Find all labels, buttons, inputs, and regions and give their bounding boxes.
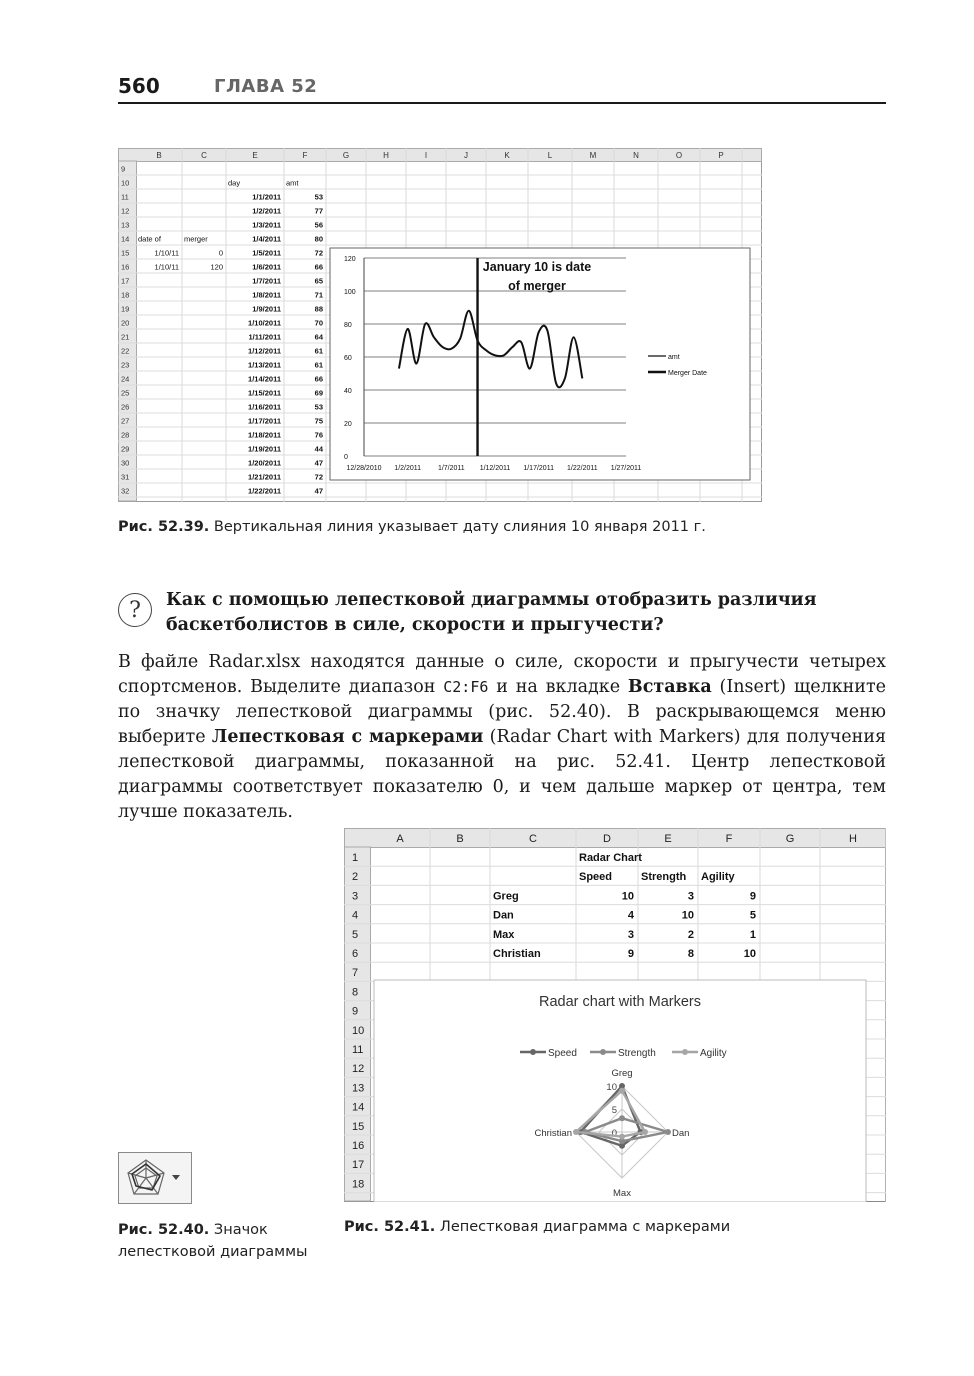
cell-c16: 120 [210, 262, 223, 272]
legend-label-strength: Strength [618, 1048, 656, 1059]
row-number-10: 10 [352, 1024, 365, 1037]
radar-axis-label: Christian [534, 1128, 572, 1139]
column-header-L: L [547, 151, 553, 160]
series-strength-marker [665, 1129, 671, 1135]
row-number-15: 15 [121, 248, 130, 258]
cell-amt: 66 [314, 374, 323, 384]
figure-52-39-spreadsheet [118, 148, 762, 502]
row-number-24: 24 [121, 374, 130, 384]
row-number-12: 12 [121, 206, 130, 216]
column-header-E: E [252, 151, 258, 160]
player-value: 5 [749, 909, 756, 922]
y-tick-label: 0 [344, 454, 348, 461]
radar-axis-label: Greg [611, 1068, 633, 1079]
x-tick-label: 1/17/2011 [523, 465, 554, 472]
cell-day: 1/16/2011 [248, 402, 281, 412]
cell-day: 1/14/2011 [248, 374, 281, 384]
merger-line-chart [330, 248, 750, 480]
cell-amt: 76 [314, 430, 323, 440]
cell-day: 1/11/2011 [248, 332, 281, 342]
series-strength-marker [619, 1115, 625, 1121]
cell-amt: 53 [314, 192, 323, 202]
y-tick-label: 120 [344, 256, 356, 263]
cell-day-header: day [228, 178, 241, 188]
table-title: Radar Chart [579, 852, 642, 864]
caption-text: Вертикальная линия указывает дату слияния 10 января 2011 г. [209, 519, 706, 535]
caption-label: Рис. 52.41. [344, 1219, 436, 1235]
cell-amt: 61 [314, 360, 323, 370]
cell-amt: 56 [314, 220, 323, 230]
radar-chart [374, 980, 866, 1202]
cell-amt: 69 [314, 388, 323, 398]
legend-merger-label: Merger Date [668, 370, 707, 377]
column-header-cell: Strength [641, 871, 687, 884]
x-tick-label: 1/22/2011 [567, 465, 598, 472]
cell-day: 1/5/2011 [252, 248, 281, 258]
column-header-H: H [849, 833, 857, 845]
cell-amt: 47 [314, 486, 323, 496]
cell-day: 1/8/2011 [252, 290, 281, 300]
column-header-P: P [718, 151, 724, 160]
figure-52-39-caption [118, 519, 818, 535]
cell-amt: 70 [314, 318, 323, 328]
column-header-C: C [529, 833, 537, 845]
cell-day: 1/9/2011 [252, 304, 281, 314]
row-number-27: 27 [121, 416, 130, 426]
row-number-16: 16 [352, 1140, 365, 1152]
cell-amt: 77 [314, 206, 323, 216]
player-value: 9 [749, 890, 756, 903]
player-name: Max [493, 928, 515, 941]
cell-amt: 80 [314, 234, 323, 244]
cell-day: 1/7/2011 [252, 276, 281, 286]
cell-b14: date of [138, 234, 161, 244]
player-name: Greg [493, 890, 519, 903]
para-text-1: В файле Radar.xlsx находятся данные о силе, скорости и прыгучести четырех спортсменов. Выделите диапазон [118, 652, 886, 697]
column-header-F: F [725, 833, 733, 845]
cell-amt: 75 [314, 416, 323, 426]
row-number-22: 22 [121, 346, 130, 356]
legend-label-speed: Speed [548, 1048, 577, 1059]
row-number-3: 3 [352, 890, 359, 903]
cell-amt: 72 [314, 248, 323, 258]
row-number-15: 15 [352, 1120, 365, 1133]
cell-day: 1/18/2011 [248, 430, 281, 440]
column-header-F: F [302, 151, 308, 160]
column-header-J: J [464, 151, 468, 160]
column-header-bar [119, 149, 762, 162]
radar-tick-label: 5 [611, 1105, 617, 1116]
row-number-18: 18 [121, 290, 130, 300]
column-header-N: N [633, 151, 639, 160]
y-tick-label: 20 [344, 421, 352, 428]
row-number-4: 4 [352, 909, 359, 922]
row-number-8: 8 [352, 986, 359, 999]
insert-tab-name: Вставка [627, 677, 712, 697]
row-number-28: 28 [121, 430, 130, 440]
cell-amt: 71 [314, 290, 323, 300]
x-tick-label: 1/27/2011 [610, 465, 642, 472]
column-header-C: C [201, 151, 207, 160]
row-number-30: 30 [121, 458, 130, 468]
cell-day: 1/3/2011 [252, 220, 281, 230]
row-number-16: 16 [121, 262, 130, 272]
x-tick-label: 12/28/2010 [346, 465, 382, 472]
cell-day: 1/4/2011 [252, 234, 281, 244]
player-value: 10 [621, 890, 634, 903]
radar-tick-label: 0 [611, 1128, 617, 1139]
page-number: 560 [118, 74, 160, 98]
column-header-I: I [424, 151, 428, 160]
player-name: Dan [493, 909, 514, 922]
caption-text: Значок лепестковой диаграммы [118, 1222, 308, 1260]
cell-day: 1/17/2011 [248, 416, 281, 426]
radar-menu-item-name: Лепестковая с маркерами [211, 727, 484, 747]
player-value: 3 [627, 928, 634, 941]
cell-amt: 65 [314, 276, 323, 286]
chart-title: January 10 is date [482, 260, 592, 274]
row-number-2: 2 [352, 871, 359, 884]
row-number-23: 23 [121, 360, 130, 370]
chart-title: of merger [508, 279, 566, 293]
row-number-5: 5 [352, 928, 359, 941]
row-number-6: 6 [352, 948, 359, 960]
row-number-26: 26 [121, 402, 130, 412]
column-header-O: O [675, 151, 683, 160]
row-number-17: 17 [352, 1159, 365, 1172]
x-tick-label: 1/2/2011 [394, 465, 422, 472]
column-header-cell: Agility [701, 871, 735, 884]
column-header-cell: Speed [579, 871, 613, 884]
cell-day: 1/22/2011 [248, 486, 281, 496]
column-header-B: B [156, 151, 162, 160]
figure-52-41-spreadsheet [344, 828, 886, 1202]
row-number-32: 32 [121, 486, 130, 496]
column-header-A: A [396, 833, 404, 845]
row-number-17: 17 [121, 276, 130, 286]
series-agility-marker [619, 1088, 625, 1094]
column-header-G: G [342, 151, 350, 160]
cell-amt: 47 [314, 458, 323, 468]
column-header-D: D [603, 833, 611, 845]
cell-c14: merger [184, 234, 208, 244]
player-value: 2 [687, 928, 694, 941]
y-tick-label: 40 [344, 388, 352, 395]
row-number-13: 13 [352, 1082, 365, 1095]
row-number-20: 20 [121, 318, 130, 328]
page-header [118, 72, 886, 104]
player-value: 9 [627, 948, 634, 960]
series-agility-marker [619, 1134, 625, 1140]
column-header-E: E [664, 833, 672, 845]
legend-marker [682, 1049, 688, 1055]
figure-52-41-caption [344, 1219, 884, 1235]
row-number-31: 31 [121, 472, 130, 482]
radar-tick-label: 10 [606, 1082, 617, 1093]
cell-day: 1/19/2011 [248, 444, 281, 454]
cell-amt: 66 [314, 262, 323, 272]
row-number-11: 11 [121, 192, 129, 202]
row-number-9: 9 [352, 1005, 359, 1018]
cell-amt: 88 [314, 304, 323, 314]
cell-b15: 1/10/11 [154, 248, 179, 258]
row-number-12: 12 [352, 1063, 365, 1076]
legend-marker [600, 1049, 606, 1055]
column-header-B: B [456, 833, 464, 845]
series-agility-marker [642, 1129, 648, 1135]
cell-day: 1/10/2011 [248, 318, 281, 328]
player-value: 8 [687, 948, 694, 960]
question-icon: ? [118, 593, 152, 627]
cell-day: 1/6/2011 [252, 262, 281, 272]
cell-day: 1/20/2011 [248, 458, 281, 468]
x-tick-label: 1/12/2011 [479, 465, 511, 472]
series-agility-marker [573, 1129, 579, 1135]
row-number-18: 18 [352, 1178, 365, 1191]
cell-day: 1/12/2011 [248, 346, 281, 356]
player-name: Christian [493, 948, 541, 960]
legend-marker [530, 1049, 536, 1055]
body-paragraph [118, 650, 886, 825]
row-number-7: 7 [352, 967, 359, 980]
row-number-21: 21 [121, 332, 130, 342]
figure-52-40-caption [118, 1219, 328, 1263]
row-number-25: 25 [121, 388, 130, 398]
row-number-14: 14 [121, 234, 130, 244]
y-tick-label: 80 [344, 322, 352, 329]
row-number-9: 9 [121, 164, 126, 174]
legend-label-agility: Agility [700, 1048, 727, 1059]
cell-range: C2:F6 [443, 678, 489, 696]
player-value: 1 [749, 928, 756, 941]
cell-amt: 61 [314, 346, 323, 356]
legend-amt-label: amt [668, 354, 680, 361]
cell-b16: 1/10/11 [154, 262, 179, 272]
caption-text: Лепестковая диаграмма с маркерами [435, 1219, 731, 1235]
y-tick-label: 60 [344, 355, 352, 362]
row-number-14: 14 [352, 1101, 365, 1114]
cell-amt: 53 [314, 402, 323, 412]
question-heading: Как с помощью лепестковой диаграммы отобразить различия баскетболистов в силе, скорости и прыгучести? [166, 590, 817, 635]
cell-amt: 44 [314, 444, 323, 454]
row-number-13: 13 [121, 220, 130, 230]
player-value: 10 [743, 948, 756, 960]
cell-amt-header: amt [286, 178, 299, 188]
chapter-title: ГЛАВА 52 [214, 76, 318, 97]
column-header-G: G [785, 833, 795, 845]
column-header-bar [345, 829, 886, 848]
radar-axis-label: Max [613, 1188, 631, 1199]
radar-axis-label: Dan [672, 1128, 690, 1139]
para-text-3: (Insert) щелкните по значку лепестковой диаграммы (рис. 52.40). В раскрывающемся меню выберите [118, 677, 886, 747]
caption-label: Рис. 52.40. [118, 1222, 210, 1238]
y-tick-label: 100 [344, 289, 356, 296]
row-number-29: 29 [121, 444, 130, 454]
cell-day: 1/21/2011 [248, 472, 281, 482]
cell-amt: 64 [314, 332, 323, 342]
cell-day: 1/1/2011 [252, 192, 281, 202]
chart-title: Radar chart with Markers [539, 994, 701, 1010]
cell-day: 1/2/2011 [252, 206, 281, 216]
player-value: 10 [681, 909, 694, 922]
row-number-11: 11 [352, 1044, 364, 1056]
row-number-1: 1 [352, 852, 359, 864]
x-tick-label: 1/7/2011 [437, 465, 465, 472]
row-number-19: 19 [121, 304, 130, 314]
column-header-M: M [589, 151, 597, 160]
caption-label: Рис. 52.39. [118, 519, 210, 535]
figure-52-40-icon-box [118, 1152, 192, 1204]
row-number-10: 10 [121, 178, 130, 188]
cell-c15: 0 [218, 248, 223, 258]
player-value: 4 [627, 909, 634, 922]
cell-day: 1/15/2011 [248, 388, 281, 398]
cell-amt: 72 [314, 472, 323, 482]
para-text-4: (Radar Chart with Markers) для получения лепестковой диаграммы, показанной на рис. 52.41. Центр лепестковой диаграммы соответствует показателю 0, и чем дальше маркер от центра, тем лучше показатель. [118, 727, 887, 822]
player-value: 3 [687, 890, 694, 903]
cell-day: 1/13/2011 [248, 360, 281, 370]
column-header-H: H [383, 151, 389, 160]
column-header-K: K [504, 151, 510, 160]
para-text-2: и на вкладке [488, 677, 628, 697]
